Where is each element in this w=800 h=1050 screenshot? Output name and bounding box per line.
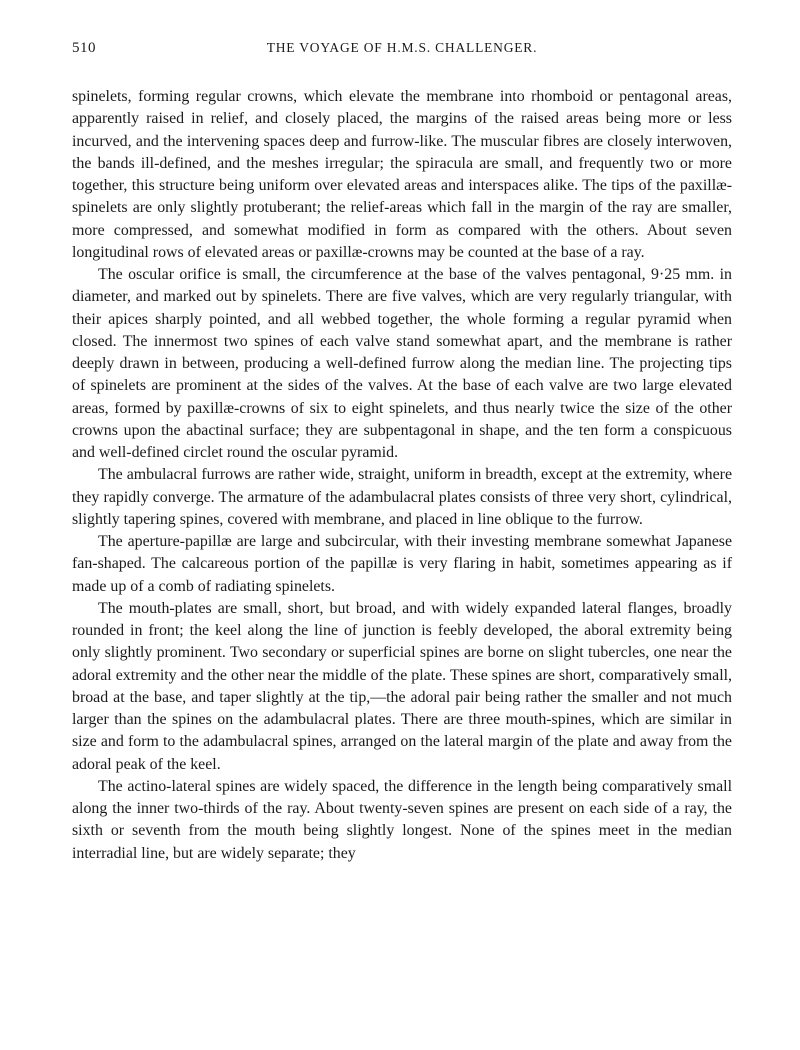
- running-title: THE VOYAGE OF H.M.S. CHALLENGER.: [266, 40, 538, 55]
- paragraph-continuation: spinelets, forming regular crowns, which elevate the membrane into rhomboid or pentagonal areas, apparently raised in relief, and closely placed, the margins of the raised areas being more or less incurved, and the intervening spaces deep and furrow-like. The muscular fibres are closely interwoven, the bands ill-defined, and the meshes irregular; the spiracula are small, and frequently two or more together, this structure being uniform over elevated areas and interspaces alike. The tips of the paxillæ-spinelets are only slightly protuberant; the relief-areas which fall in the margin of the ray are smaller, more compressed, and somewhat modified in form as compared with the others. About seven longitudinal rows of elevated areas or paxillæ-crowns may be counted at the base of a ray.: [72, 88, 732, 261]
- paragraph-aperture-papillae: The aperture-papillæ are large and subcircular, with their investing membrane somewhat Japanese fan-shaped. The calcareous portion of the papillæ is very flaring in habit, sometimes appearing as if made up of a comb of radiating spinelets.: [72, 533, 732, 595]
- paragraph-ambulacral-furrows: The ambulacral furrows are rather wide, straight, uniform in breadth, except at the extremity, where they rapidly converge. The armature of the adambulacral plates consists of three very short, cylindrical, slightly tapering spines, covered with membrane, and placed in line oblique to the furrow.: [72, 466, 732, 528]
- page-number: 510: [72, 40, 96, 56]
- paragraph-mouth-plates: The mouth-plates are small, short, but broad, and with widely expanded lateral flanges, broadly rounded in front; the keel along the line of junction is feebly developed, the aboral extremity being only slightly prominent. Two secondary or superficial spines are borne on slight tubercles, one near the adoral extremity and the other near the middle of the plate. These spines are short, comparatively small, broad at the base, and taper slightly at the tip,—the adoral pair being rather the smaller and not much larger than the spines on the adambulacral plates. There are three mouth-spines, which are similar in size and form to the adambulacral spines, arranged on the lateral margin of the plate and away from the adoral peak of the keel.: [72, 599, 732, 773]
- document-page: [72, 40, 732, 865]
- paragraph-oscular-orifice: The oscular orifice is small, the circumference at the base of the valves pentagonal, 9·25 mm. in diameter, and marked out by spinelets. There are five valves, which are very regularly triangular, with their apices sharply pointed, and all webbed together, the whole forming a regular pyramid when closed. The innermost two spines of each valve stand somewhat apart, and the membrane is rather deeply drawn in between, producing a well-defined furrow along the median line. The projecting tips of spinelets are prominent at the sides of the valves. At the base of each valve are two large elevated areas, formed by paxillæ-crowns of six to eight spinelets, and thus nearly twice the size of the other crowns upon the abactinal surface; they are subpentagonal in shape, and the ten form a conspicuous and well-defined circlet round the oscular pyramid.: [72, 266, 732, 461]
- body-text: [72, 86, 732, 865]
- running-head: [72, 40, 732, 64]
- paragraph-actino-lateral-spines: The actino-lateral spines are widely spaced, the difference in the length being comparatively small along the inner two-thirds of the ray. About twenty-seven spines are present on each side of a ray, the sixth or seventh from the mouth being slightly longest. None of the spines meet in the median interradial line, but are widely separate; they: [72, 777, 732, 862]
